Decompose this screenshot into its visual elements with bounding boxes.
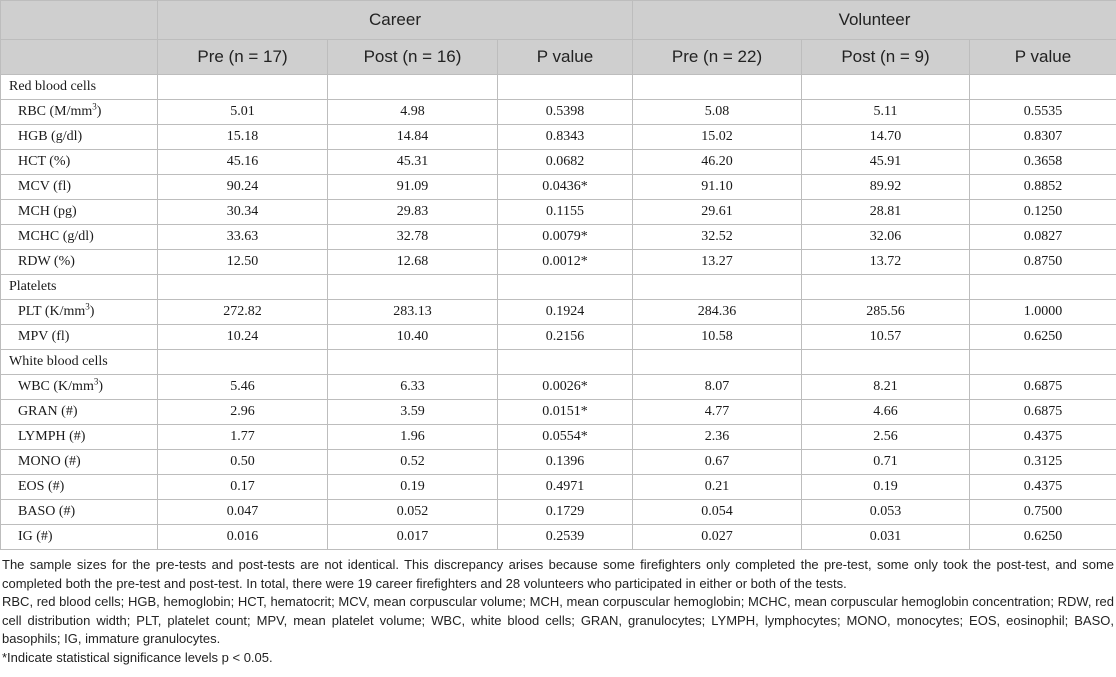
footnote-sample-sizes: The sample sizes for the pre-tests and post-tests are not identical. This discrepancy arises because some firefighters only completed the pre-test, some only took the post-test, and some completed both the pre-test and post-test. In total, there were 19 career firefighters and 28 volunteers who participated in either or both of the tests. bbox=[2, 557, 1114, 591]
row-label bbox=[1, 150, 158, 175]
table-row bbox=[1, 475, 1116, 500]
cell-career-pre: 2.96 bbox=[158, 400, 328, 425]
cell-career-post: 0.19 bbox=[328, 475, 498, 500]
row-label-text: IG (#) bbox=[18, 529, 53, 544]
section-title: White blood cells bbox=[1, 350, 158, 375]
empty-cell bbox=[970, 350, 1116, 375]
cell-career-pre: 15.18 bbox=[158, 125, 328, 150]
cell-career-pvalue: 0.1396 bbox=[498, 450, 633, 475]
cell-career-pre: 0.047 bbox=[158, 500, 328, 525]
empty-cell bbox=[328, 275, 498, 300]
table-row bbox=[1, 525, 1116, 550]
group-header-volunteer: Volunteer bbox=[633, 1, 1116, 40]
cell-career-pvalue: 0.0079* bbox=[498, 225, 633, 250]
row-label bbox=[1, 225, 158, 250]
cell-career-pvalue: 0.0554* bbox=[498, 425, 633, 450]
cell-volunteer-pre: 0.054 bbox=[633, 500, 802, 525]
table-row bbox=[1, 225, 1116, 250]
cell-career-post: 10.40 bbox=[328, 325, 498, 350]
col-header-volunteer-pvalue: P value bbox=[970, 40, 1116, 75]
empty-cell bbox=[633, 275, 802, 300]
cell-career-post: 0.052 bbox=[328, 500, 498, 525]
cell-career-pvalue: 0.8343 bbox=[498, 125, 633, 150]
cell-career-pvalue: 0.1924 bbox=[498, 300, 633, 325]
cell-volunteer-pre: 4.77 bbox=[633, 400, 802, 425]
cell-volunteer-post: 89.92 bbox=[802, 175, 970, 200]
cell-volunteer-pre: 0.027 bbox=[633, 525, 802, 550]
section-row bbox=[1, 275, 1116, 300]
row-label-text: MCH (pg) bbox=[18, 204, 77, 219]
section-row bbox=[1, 75, 1116, 100]
cell-career-post: 91.09 bbox=[328, 175, 498, 200]
cell-career-pvalue: 0.0012* bbox=[498, 250, 633, 275]
cell-career-pre: 90.24 bbox=[158, 175, 328, 200]
row-label-text: PLT (K/mm bbox=[18, 304, 86, 319]
table-row bbox=[1, 325, 1116, 350]
row-label bbox=[1, 325, 158, 350]
row-label bbox=[1, 175, 158, 200]
section-title: Red blood cells bbox=[1, 75, 158, 100]
cell-career-pre: 12.50 bbox=[158, 250, 328, 275]
row-label bbox=[1, 400, 158, 425]
table-row bbox=[1, 200, 1116, 225]
cell-volunteer-pre: 0.21 bbox=[633, 475, 802, 500]
cell-volunteer-post: 285.56 bbox=[802, 300, 970, 325]
table-row bbox=[1, 500, 1116, 525]
cell-career-pvalue: 0.2539 bbox=[498, 525, 633, 550]
table-row bbox=[1, 250, 1116, 275]
cell-career-pvalue: 0.2156 bbox=[498, 325, 633, 350]
cell-career-pvalue: 0.0151* bbox=[498, 400, 633, 425]
footnote-abbreviations: RBC, red blood cells; HGB, hemoglobin; HCT, hematocrit; MCV, mean corpuscular volume; MCH, mean corpuscular hemoglobin; MCHC, mean corpuscular hemoglobin concentration; RDW, red cell distribution width; PLT, platelet count; MPV, mean platelet volume; WBC, white blood cells; GRAN, granulocytes; LYMPH, lymphocytes; MONO, monocytes; EOS, eosinophil; BASO, basophils; IG, immature granulocytes. bbox=[2, 594, 1114, 646]
row-label bbox=[1, 475, 158, 500]
table-row bbox=[1, 425, 1116, 450]
unit-superscript: 3 bbox=[85, 301, 90, 312]
row-label-text: EOS (#) bbox=[18, 479, 65, 494]
col-header-career-pre: Pre (n = 17) bbox=[158, 40, 328, 75]
cell-volunteer-pre: 284.36 bbox=[633, 300, 802, 325]
cell-volunteer-pre: 46.20 bbox=[633, 150, 802, 175]
cell-volunteer-pvalue: 0.8852 bbox=[970, 175, 1116, 200]
row-label-text: WBC (K/mm bbox=[18, 379, 94, 394]
empty-cell bbox=[633, 350, 802, 375]
empty-cell bbox=[498, 75, 633, 100]
empty-cell bbox=[158, 75, 328, 100]
empty-cell bbox=[802, 75, 970, 100]
cell-career-pre: 10.24 bbox=[158, 325, 328, 350]
table-body bbox=[1, 75, 1116, 550]
cell-volunteer-pre: 10.58 bbox=[633, 325, 802, 350]
row-label-text: HGB (g/dl) bbox=[18, 129, 83, 144]
cell-volunteer-post: 10.57 bbox=[802, 325, 970, 350]
cell-career-post: 283.13 bbox=[328, 300, 498, 325]
cell-career-post: 4.98 bbox=[328, 100, 498, 125]
cell-volunteer-post: 45.91 bbox=[802, 150, 970, 175]
cell-career-post: 29.83 bbox=[328, 200, 498, 225]
cell-volunteer-pre: 15.02 bbox=[633, 125, 802, 150]
cell-career-pvalue: 0.1155 bbox=[498, 200, 633, 225]
row-label bbox=[1, 250, 158, 275]
table-row bbox=[1, 300, 1116, 325]
cell-career-post: 32.78 bbox=[328, 225, 498, 250]
row-label-text: MPV (fl) bbox=[18, 329, 70, 344]
cell-volunteer-pvalue: 0.4375 bbox=[970, 425, 1116, 450]
cell-volunteer-post: 0.031 bbox=[802, 525, 970, 550]
cell-career-pre: 5.46 bbox=[158, 375, 328, 400]
cell-volunteer-post: 2.56 bbox=[802, 425, 970, 450]
empty-cell bbox=[498, 350, 633, 375]
cell-volunteer-post: 0.71 bbox=[802, 450, 970, 475]
empty-cell bbox=[802, 350, 970, 375]
cell-career-pvalue: 0.5398 bbox=[498, 100, 633, 125]
row-label bbox=[1, 450, 158, 475]
empty-cell bbox=[802, 275, 970, 300]
cell-volunteer-pvalue: 0.3658 bbox=[970, 150, 1116, 175]
empty-cell bbox=[158, 350, 328, 375]
section-title: Platelets bbox=[1, 275, 158, 300]
cell-volunteer-pre: 91.10 bbox=[633, 175, 802, 200]
footnote-significance: *Indicate statistical significance levels p < 0.05. bbox=[2, 649, 273, 665]
cell-career-pre: 45.16 bbox=[158, 150, 328, 175]
cell-career-post: 12.68 bbox=[328, 250, 498, 275]
cell-career-post: 0.52 bbox=[328, 450, 498, 475]
row-label bbox=[1, 525, 158, 550]
row-label bbox=[1, 125, 158, 150]
empty-cell bbox=[970, 75, 1116, 100]
row-label-close: ) bbox=[89, 304, 95, 319]
row-label bbox=[1, 375, 158, 400]
empty-cell bbox=[970, 275, 1116, 300]
cell-volunteer-pvalue: 0.6250 bbox=[970, 325, 1116, 350]
cell-career-pre: 0.17 bbox=[158, 475, 328, 500]
table-row bbox=[1, 375, 1116, 400]
group-header-career: Career bbox=[158, 1, 633, 40]
cell-volunteer-pvalue: 0.8307 bbox=[970, 125, 1116, 150]
row-label-close: ) bbox=[96, 104, 102, 119]
empty-cell bbox=[498, 275, 633, 300]
header-corner-cell bbox=[1, 1, 158, 40]
table-row bbox=[1, 400, 1116, 425]
empty-cell bbox=[158, 275, 328, 300]
cell-volunteer-pvalue: 0.3125 bbox=[970, 450, 1116, 475]
unit-superscript: 3 bbox=[93, 376, 99, 387]
row-label-text: MCV (fl) bbox=[18, 179, 72, 194]
cell-volunteer-pvalue: 0.8750 bbox=[970, 250, 1116, 275]
cell-volunteer-post: 32.06 bbox=[802, 225, 970, 250]
cell-volunteer-pvalue: 0.5535 bbox=[970, 100, 1116, 125]
cell-career-pre: 33.63 bbox=[158, 225, 328, 250]
cell-volunteer-post: 0.053 bbox=[802, 500, 970, 525]
cell-volunteer-post: 5.11 bbox=[802, 100, 970, 125]
row-label bbox=[1, 100, 158, 125]
empty-cell bbox=[328, 75, 498, 100]
row-label bbox=[1, 500, 158, 525]
cell-volunteer-pre: 0.67 bbox=[633, 450, 802, 475]
table-header bbox=[1, 1, 1116, 75]
cell-volunteer-pre: 13.27 bbox=[633, 250, 802, 275]
table-footnotes bbox=[2, 556, 1114, 667]
cell-career-post: 0.017 bbox=[328, 525, 498, 550]
cell-volunteer-pre: 2.36 bbox=[633, 425, 802, 450]
cell-volunteer-pvalue: 0.4375 bbox=[970, 475, 1116, 500]
table-row bbox=[1, 125, 1116, 150]
table-row bbox=[1, 175, 1116, 200]
cell-volunteer-post: 4.66 bbox=[802, 400, 970, 425]
table-row bbox=[1, 100, 1116, 125]
cell-volunteer-post: 0.19 bbox=[802, 475, 970, 500]
cell-volunteer-pre: 5.08 bbox=[633, 100, 802, 125]
empty-cell bbox=[633, 75, 802, 100]
cell-volunteer-pre: 32.52 bbox=[633, 225, 802, 250]
cell-volunteer-post: 8.21 bbox=[802, 375, 970, 400]
row-label-text: GRAN (#) bbox=[18, 404, 78, 419]
cell-career-pvalue: 0.0436* bbox=[498, 175, 633, 200]
cell-career-pre: 272.82 bbox=[158, 300, 328, 325]
cell-career-pvalue: 0.0682 bbox=[498, 150, 633, 175]
cell-volunteer-pre: 8.07 bbox=[633, 375, 802, 400]
row-label bbox=[1, 425, 158, 450]
row-label-text: LYMPH (#) bbox=[18, 429, 86, 444]
row-label-text: BASO (#) bbox=[18, 504, 76, 519]
cell-career-pvalue: 0.0026* bbox=[498, 375, 633, 400]
cell-career-post: 3.59 bbox=[328, 400, 498, 425]
cell-career-pre: 1.77 bbox=[158, 425, 328, 450]
cell-career-pre: 0.016 bbox=[158, 525, 328, 550]
row-label-text: RBC (M/mm bbox=[18, 104, 93, 119]
row-label-close: ) bbox=[98, 379, 104, 394]
col-header-volunteer-pre: Pre (n = 22) bbox=[633, 40, 802, 75]
cell-career-pre: 0.50 bbox=[158, 450, 328, 475]
row-label-text: HCT (%) bbox=[18, 154, 71, 169]
cell-volunteer-post: 13.72 bbox=[802, 250, 970, 275]
cell-career-post: 14.84 bbox=[328, 125, 498, 150]
unit-superscript: 3 bbox=[92, 101, 97, 112]
cell-career-post: 45.31 bbox=[328, 150, 498, 175]
cell-volunteer-pvalue: 0.6250 bbox=[970, 525, 1116, 550]
cell-career-pvalue: 0.4971 bbox=[498, 475, 633, 500]
header-corner-cell bbox=[1, 40, 158, 75]
table-row bbox=[1, 150, 1116, 175]
cell-volunteer-pvalue: 0.6875 bbox=[970, 400, 1116, 425]
row-label-text: RDW (%) bbox=[18, 254, 75, 269]
cell-career-pre: 5.01 bbox=[158, 100, 328, 125]
cell-career-post: 6.33 bbox=[328, 375, 498, 400]
empty-cell bbox=[328, 350, 498, 375]
cell-volunteer-post: 28.81 bbox=[802, 200, 970, 225]
cell-volunteer-pvalue: 0.6875 bbox=[970, 375, 1116, 400]
row-label bbox=[1, 300, 158, 325]
col-header-volunteer-post: Post (n = 9) bbox=[802, 40, 970, 75]
cell-volunteer-post: 14.70 bbox=[802, 125, 970, 150]
row-label-text: MONO (#) bbox=[18, 454, 81, 469]
cell-career-post: 1.96 bbox=[328, 425, 498, 450]
table-row bbox=[1, 450, 1116, 475]
cell-volunteer-pvalue: 0.1250 bbox=[970, 200, 1116, 225]
cell-volunteer-pre: 29.61 bbox=[633, 200, 802, 225]
cell-career-pvalue: 0.1729 bbox=[498, 500, 633, 525]
col-header-career-post: Post (n = 16) bbox=[328, 40, 498, 75]
row-label bbox=[1, 200, 158, 225]
cell-career-pre: 30.34 bbox=[158, 200, 328, 225]
section-row bbox=[1, 350, 1116, 375]
col-header-career-pvalue: P value bbox=[498, 40, 633, 75]
cell-volunteer-pvalue: 0.0827 bbox=[970, 225, 1116, 250]
cell-volunteer-pvalue: 1.0000 bbox=[970, 300, 1116, 325]
cell-volunteer-pvalue: 0.7500 bbox=[970, 500, 1116, 525]
row-label-text: MCHC (g/dl) bbox=[18, 229, 94, 244]
